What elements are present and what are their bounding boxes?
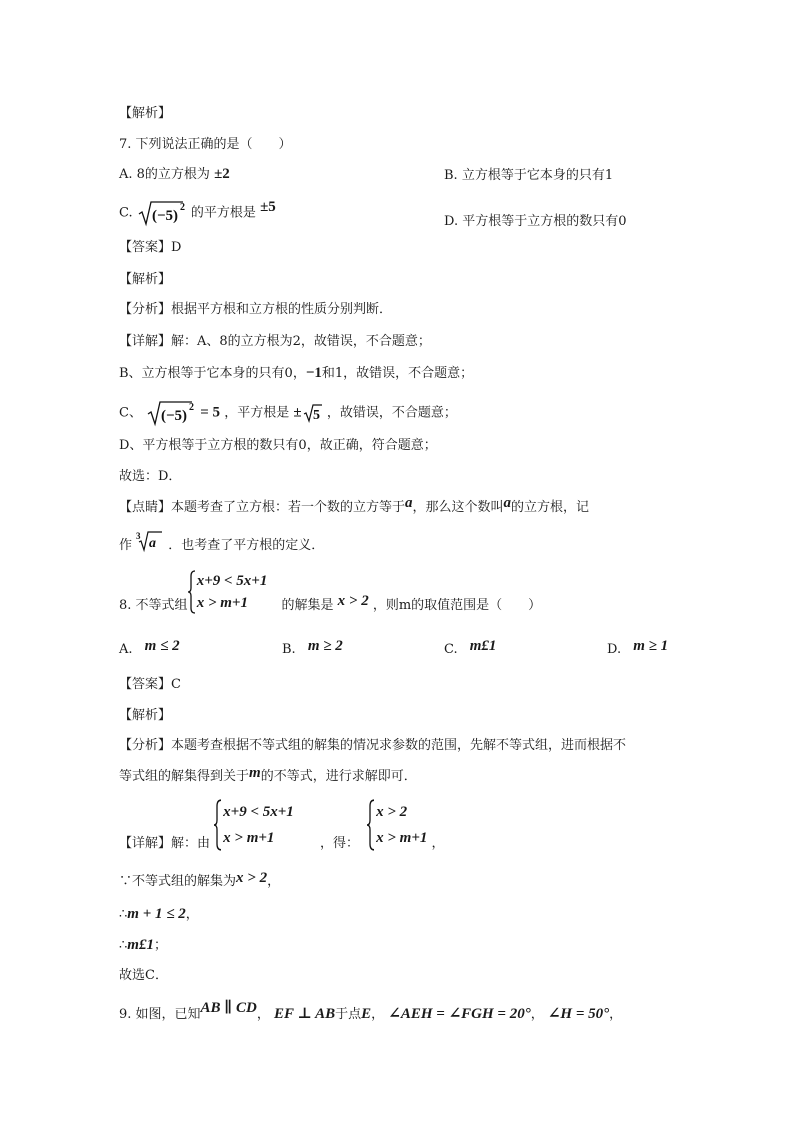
q7-detail-c [119, 400, 457, 426]
q7-detail-c-pre: C、 [119, 405, 142, 421]
q8-therefore-2-sym: ∴ [119, 938, 128, 953]
q7-option-d: D. 平方根等于立方根的数只有0 [444, 214, 627, 229]
q8-stem-mid: 的解集是 [281, 598, 334, 613]
q7-detail-c-sqrt [146, 400, 196, 426]
q7-c-radicand: (−5) [151, 208, 178, 224]
q7-analysis-label: 【解析】 [119, 272, 172, 287]
q8-detail-post: ， [431, 836, 445, 851]
q7-dianjing-2a: 作 [119, 538, 133, 553]
q8-system [188, 570, 268, 614]
q7-dianjing-a2: a [503, 495, 512, 511]
q9-ef-perp-ab: EF ⊥ AB [274, 1006, 336, 1022]
q8-option-d [607, 640, 668, 659]
q8-fenxi-2a: 等式组的解集得到关于 [119, 769, 250, 784]
q8-fenxi-2b: 的不等式，进行求解即可． [260, 769, 417, 784]
q8-option-d-math: m ≥ 1 [633, 638, 669, 654]
q8-fenxi-line1: 【分析】本题考查根据不等式组的解集的情况求参数的范围，先解不等式组，进而根据不 [119, 738, 627, 753]
q8-because-pre: ∵不等式组的解集为 [119, 874, 237, 889]
q7-option-c-text: 的平方根是 [190, 205, 256, 221]
q8-detail [119, 799, 445, 851]
q7-cube-index: 3 [136, 530, 141, 541]
q7-dianjing-a: a [405, 495, 413, 511]
q8-option-c-math: m£1 [469, 638, 497, 654]
q8-option-b-math: m ≥ 2 [307, 638, 343, 654]
q7-detail-b-post: 和1，故错误，不合题意； [321, 366, 474, 381]
q8-answer: 【答案】C [119, 677, 181, 692]
q8-choose: 故选C． [119, 968, 168, 983]
q9-comma-4: ， [609, 1007, 623, 1022]
q9-angles: ∠AEH = ∠FGH = 20° [388, 1006, 531, 1022]
q7-detail-c-radicand: (−5) [161, 408, 188, 424]
q8-option-c-label: C. [444, 642, 458, 657]
q7-option-b: B. 立方根等于它本身的只有1 [444, 168, 614, 183]
q8-ineq-1: x+9 < 5x+1 [196, 573, 268, 589]
q8-option-a [119, 640, 180, 659]
q8-option-a-math: m ≤ 2 [144, 638, 180, 654]
q8-because [119, 872, 280, 891]
q8-detail-ineq-2: x > m+1 [223, 830, 275, 846]
q7-detail-b [119, 364, 473, 383]
q8-therefore-2 [119, 936, 167, 955]
q8-detail-ineq-1: x+9 < 5x+1 [223, 804, 294, 820]
q7-fenxi: 【分析】根据平方根和立方根的性质分别判断． [119, 302, 393, 317]
q7-detail-d: D、平方根等于立方根的数只有0，故正确，符合题意； [119, 438, 437, 453]
q8-detail-pre: 【详解】解：由 [119, 836, 211, 851]
q8-ineq-2: x > m+1 [196, 595, 248, 611]
q7-c-exponent: 2 [179, 202, 185, 213]
q8-option-d-label: D. [607, 642, 622, 657]
q7-dianjing-1b: ，那么这个数叫 [412, 500, 504, 515]
q8-solution: x > 2 [337, 593, 369, 609]
q7-detail-b-pre: B、立方根等于它本身的只有0， [119, 366, 306, 381]
q8-stem-post: ，则m的取值范围是（ ） [372, 598, 542, 613]
q8-stem-pre: 8. 不等式组 [119, 598, 188, 613]
q8-therefore-1-math: m + 1 ≤ 2 [127, 906, 186, 922]
q7-detail-c-pm: ± [293, 404, 302, 421]
q9-comma-3: ， [530, 1007, 544, 1022]
q8-detail-res-2: x > m+1 [376, 830, 428, 846]
q9-at-point: 于点 [335, 1007, 362, 1022]
q9-angle-h: ∠H = 50° [547, 1006, 610, 1022]
q8-option-c [444, 640, 496, 659]
q8-therefore-1-post: ， [185, 907, 199, 922]
q7-option-c-label: C. [119, 205, 133, 221]
q7-cube-root [136, 530, 164, 552]
q8-therefore-2-post: ； [153, 938, 167, 953]
q7-detail-c-sqrt5 [303, 403, 323, 423]
q8-detail-mid: ，得： [319, 836, 359, 851]
q8-option-b [282, 640, 343, 659]
q7-detail-a: 【详解】解：A、8的立方根为2，故错误，不合题意； [119, 334, 431, 349]
q7-detail-c-post: ，故错误，不合题意； [326, 405, 457, 421]
q9-ab-parallel-cd: AB ∥ CD [200, 1000, 257, 1016]
q9-pre: 9. 如图，已知 [119, 1007, 201, 1022]
question-9-stem [119, 1000, 623, 1024]
q7-dianjing-line1 [119, 495, 590, 517]
q7-detail-c-sqrt5-radicand: 5 [312, 408, 320, 423]
q8-option-a-label: A. [119, 642, 133, 657]
q8-because-post: ， [267, 874, 281, 889]
q7-cube-radicand: a [149, 535, 157, 551]
q7-option-c [119, 200, 276, 226]
q9-comma-2: ， [371, 1007, 385, 1022]
q8-therefore-1-sym: ∴ [119, 907, 128, 922]
q8-analysis-label: 【解析】 [119, 708, 172, 723]
q9-point-e: E [361, 1006, 372, 1022]
q7-option-a [119, 165, 230, 184]
q8-fenxi-m: m [249, 765, 261, 781]
q8-detail-system-2 [367, 799, 427, 851]
q8-fenxi-line2 [119, 767, 417, 786]
q7-option-a-math: ±2 [214, 166, 230, 182]
q8-detail-brace-2 [367, 799, 375, 851]
q8-therefore-1 [119, 905, 199, 924]
section-label: 【解析】 [119, 106, 172, 121]
q8-detail-brace-1 [214, 799, 222, 851]
q7-detail-c-exponent: 2 [189, 402, 195, 413]
q8-detail-res-1: x > 2 [376, 804, 408, 820]
q8-option-b-label: B. [282, 642, 296, 657]
q7-c-sqrt [137, 200, 187, 226]
q7-dianjing-line2 [119, 530, 325, 555]
q8-brace [188, 570, 196, 614]
q7-detail-b-math: −1 [305, 365, 322, 381]
q7-dianjing-1c: 的立方根，记 [511, 500, 590, 515]
question-8-stem [119, 570, 541, 614]
q7-option-a-text: A. 8的立方根为 [119, 167, 210, 182]
q7-dianjing-2b: ．也考查了平方根的定义． [168, 538, 325, 553]
q9-comma-1: ， [256, 1007, 270, 1022]
q8-detail-system-1 [214, 799, 294, 851]
q7-answer: 【答案】D [119, 240, 182, 255]
q7-choose: 故选：D． [119, 469, 182, 484]
q7-option-c-math: ±5 [260, 198, 276, 215]
q8-because-math: x > 2 [236, 870, 268, 886]
question-7-stem: 7. 下列说法正确的是（ ） [119, 137, 292, 152]
q7-dianjing-1a: 【点睛】本题考查了立方根：若一个数的立方等于 [119, 500, 406, 515]
q7-detail-c-mid: ，平方根是 [224, 405, 290, 421]
q7-detail-c-eq: = 5 [200, 404, 221, 421]
q8-therefore-2-math: m£1 [127, 937, 154, 953]
